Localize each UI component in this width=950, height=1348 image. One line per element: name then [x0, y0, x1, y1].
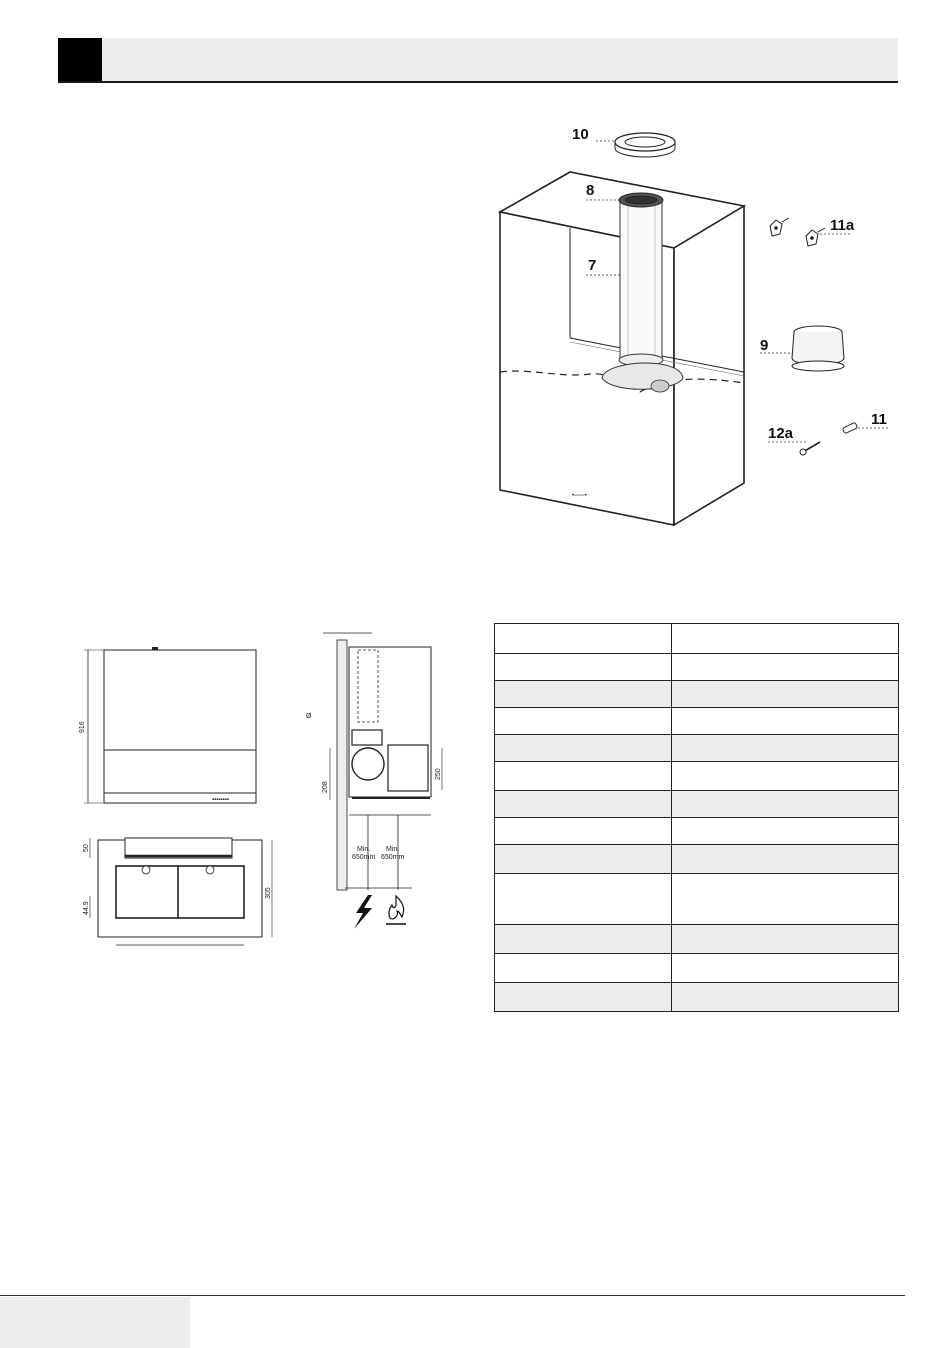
- table-cell: [495, 624, 672, 654]
- side-view-drawing: [300, 625, 450, 935]
- spec-table: [494, 623, 899, 1012]
- table-cell: [495, 983, 672, 1012]
- footer-page-tab: [0, 1297, 190, 1348]
- svg-text:•▫▫▫▫▫•: •▫▫▫▫▫•: [572, 493, 587, 499]
- table-cell: [495, 681, 672, 708]
- table-cell: [672, 654, 899, 681]
- table-row: [495, 874, 899, 925]
- screw-part-icon: [800, 442, 820, 455]
- table-cell: [672, 874, 899, 925]
- min-clear-left-value: 650mm: [352, 854, 376, 861]
- table-row: [495, 762, 899, 791]
- table-row: [495, 654, 899, 681]
- svg-text:▪▪▪▪▪▪▪▪: ▪▪▪▪▪▪▪▪: [212, 797, 230, 803]
- front-view-drawing: [70, 640, 270, 810]
- table-cell: [495, 735, 672, 762]
- table-cell: [672, 791, 899, 818]
- part-label-8: 8: [586, 182, 595, 199]
- table-cell: [672, 735, 899, 762]
- part-label-11a: 11a: [830, 217, 855, 234]
- part-label-7: 7: [588, 257, 597, 274]
- table-row: [495, 845, 899, 874]
- table-row: [495, 735, 899, 762]
- table-cell: [495, 925, 672, 954]
- table-cell: [672, 925, 899, 954]
- dim-height: 916: [79, 721, 86, 733]
- dim-outlet: 250: [435, 768, 442, 780]
- table-cell: [495, 654, 672, 681]
- top-view-drawing: [70, 828, 280, 953]
- table-row: [495, 954, 899, 983]
- dim-top-offset: 50: [83, 844, 90, 852]
- table-cell: [672, 845, 899, 874]
- lightning-icon: [354, 895, 372, 929]
- dim-diameter: Ø: [306, 713, 312, 720]
- part-label-12a: 12a: [768, 425, 794, 442]
- table-row: [495, 818, 899, 845]
- table-cell: [672, 681, 899, 708]
- table-row: [495, 624, 899, 654]
- dim-depth: 305: [265, 887, 272, 899]
- table-cell: [495, 708, 672, 735]
- table-row: [495, 708, 899, 735]
- part-label-10: 10: [572, 126, 589, 143]
- dim-lower-height: 208: [322, 781, 329, 793]
- min-clear-left-label: Min.: [357, 846, 371, 853]
- header-rule: [58, 81, 898, 83]
- part-label-11: 11: [871, 411, 887, 428]
- min-clear-right-value: 650mm: [381, 854, 405, 861]
- table-cell: [672, 818, 899, 845]
- table-cell: [495, 845, 672, 874]
- flame-icon: [386, 896, 406, 924]
- ring-part-icon: [615, 133, 675, 157]
- table-cell: [672, 762, 899, 791]
- table-row: [495, 983, 899, 1012]
- adapter-part-icon: [792, 326, 844, 371]
- section-number-block: [58, 38, 102, 82]
- table-cell: [495, 874, 672, 925]
- installation-illustration: [490, 115, 900, 540]
- table-cell: [495, 818, 672, 845]
- table-cell: [495, 954, 672, 983]
- table-cell: [672, 708, 899, 735]
- dowel-part-icon: [842, 422, 857, 433]
- table-row: [495, 681, 899, 708]
- min-clear-right-label: Min.: [386, 846, 400, 853]
- bracket-part-icon: [770, 218, 825, 246]
- table-row: [495, 925, 899, 954]
- table-cell: [495, 762, 672, 791]
- table-cell: [495, 791, 672, 818]
- part-label-9: 9: [760, 337, 769, 354]
- section-header-band: [58, 38, 898, 82]
- table-cell: [672, 624, 899, 654]
- footer-rule: [0, 1295, 905, 1296]
- table-cell: [672, 954, 899, 983]
- table-cell: [672, 983, 899, 1012]
- table-row: [495, 791, 899, 818]
- dim-front-depth: 44.9: [83, 901, 90, 915]
